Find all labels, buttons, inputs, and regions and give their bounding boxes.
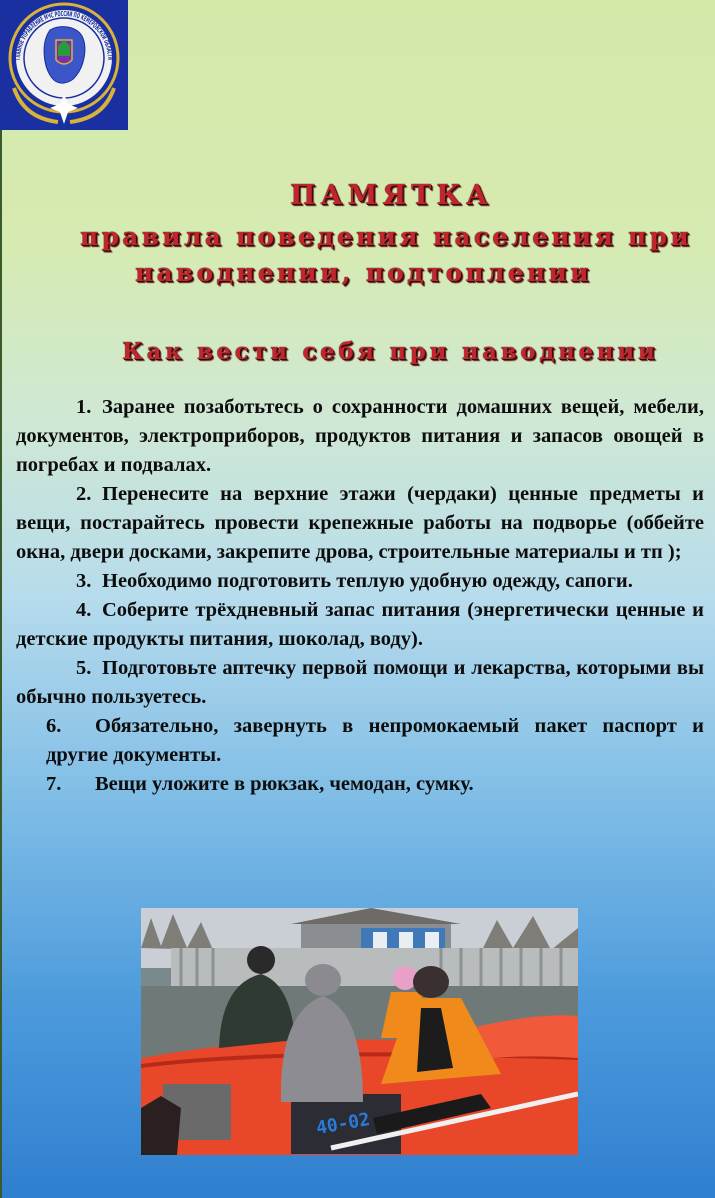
rule-number: 7. xyxy=(46,773,62,795)
rule-text: Необходимо подготовить теплую удобную одежду, сапоги. xyxy=(102,570,633,592)
rule-number: 3. xyxy=(76,570,92,592)
rule-number: 1. xyxy=(76,396,92,418)
rule-item xyxy=(16,712,704,770)
document-subtitle-line-1: правила поведения населения при xyxy=(80,222,692,251)
rule-text: Подготовьте аптечку первой помощи и лекарства, которыми вы обычно пользуетесь. xyxy=(16,657,704,708)
rule-item xyxy=(16,480,704,567)
rule-text: Перенесите на верхние этажи (чердаки) ценные предметы и вещи, постарайтесь провести крепежные работы на подворье (оббейте окна, двери досками, закрепите дрова, строительные материалы и тп ); xyxy=(16,483,704,563)
flood-rescue-photo xyxy=(141,908,578,1155)
emblem-graphic xyxy=(0,0,128,130)
rule-number: 4. xyxy=(76,599,92,621)
rule-number: 2. xyxy=(76,483,92,505)
rule-item xyxy=(16,596,704,654)
rule-text: Соберите трёхдневный запас питания (энергетически ценные и детские продукты питания, шоколад, воду). xyxy=(16,599,704,650)
emergency-ministry-emblem xyxy=(0,0,128,130)
rule-text: Заранее позаботьтесь о сохранности домашних вещей, мебели, документов, электроприборов, продуктов питания и запасов овощей в погребах и подвалах. xyxy=(16,396,704,476)
page-left-edge xyxy=(0,130,2,1198)
rule-text: Вещи уложите в рюкзак, чемодан, сумку. xyxy=(95,773,474,795)
rule-item xyxy=(16,770,704,799)
document-title: ПАМЯТКА xyxy=(290,180,493,211)
boat-label: 40-02 xyxy=(314,1109,372,1140)
rule-item xyxy=(16,393,704,480)
rescue-boat-illustration xyxy=(141,908,578,1155)
document-subtitle-line-2: наводнении, подтоплении xyxy=(135,258,592,287)
rule-number: 6. xyxy=(46,715,62,737)
rule-item xyxy=(16,654,704,712)
rules-list xyxy=(16,393,704,799)
rule-text: Обязательно, завернуть в непромокаемый пакет паспорт и другие документы. xyxy=(46,715,704,766)
section-heading: Как вести себя при наводнении xyxy=(122,338,659,365)
rule-number: 5. xyxy=(76,657,92,679)
emblem-ring-text: ГЛАВНОЕ УПРАВЛЕНИЕ МЧС РОССИИ ПО КЕМЕРОВСКОЙ ОБЛАСТИ xyxy=(13,9,115,63)
rule-item xyxy=(16,567,704,596)
